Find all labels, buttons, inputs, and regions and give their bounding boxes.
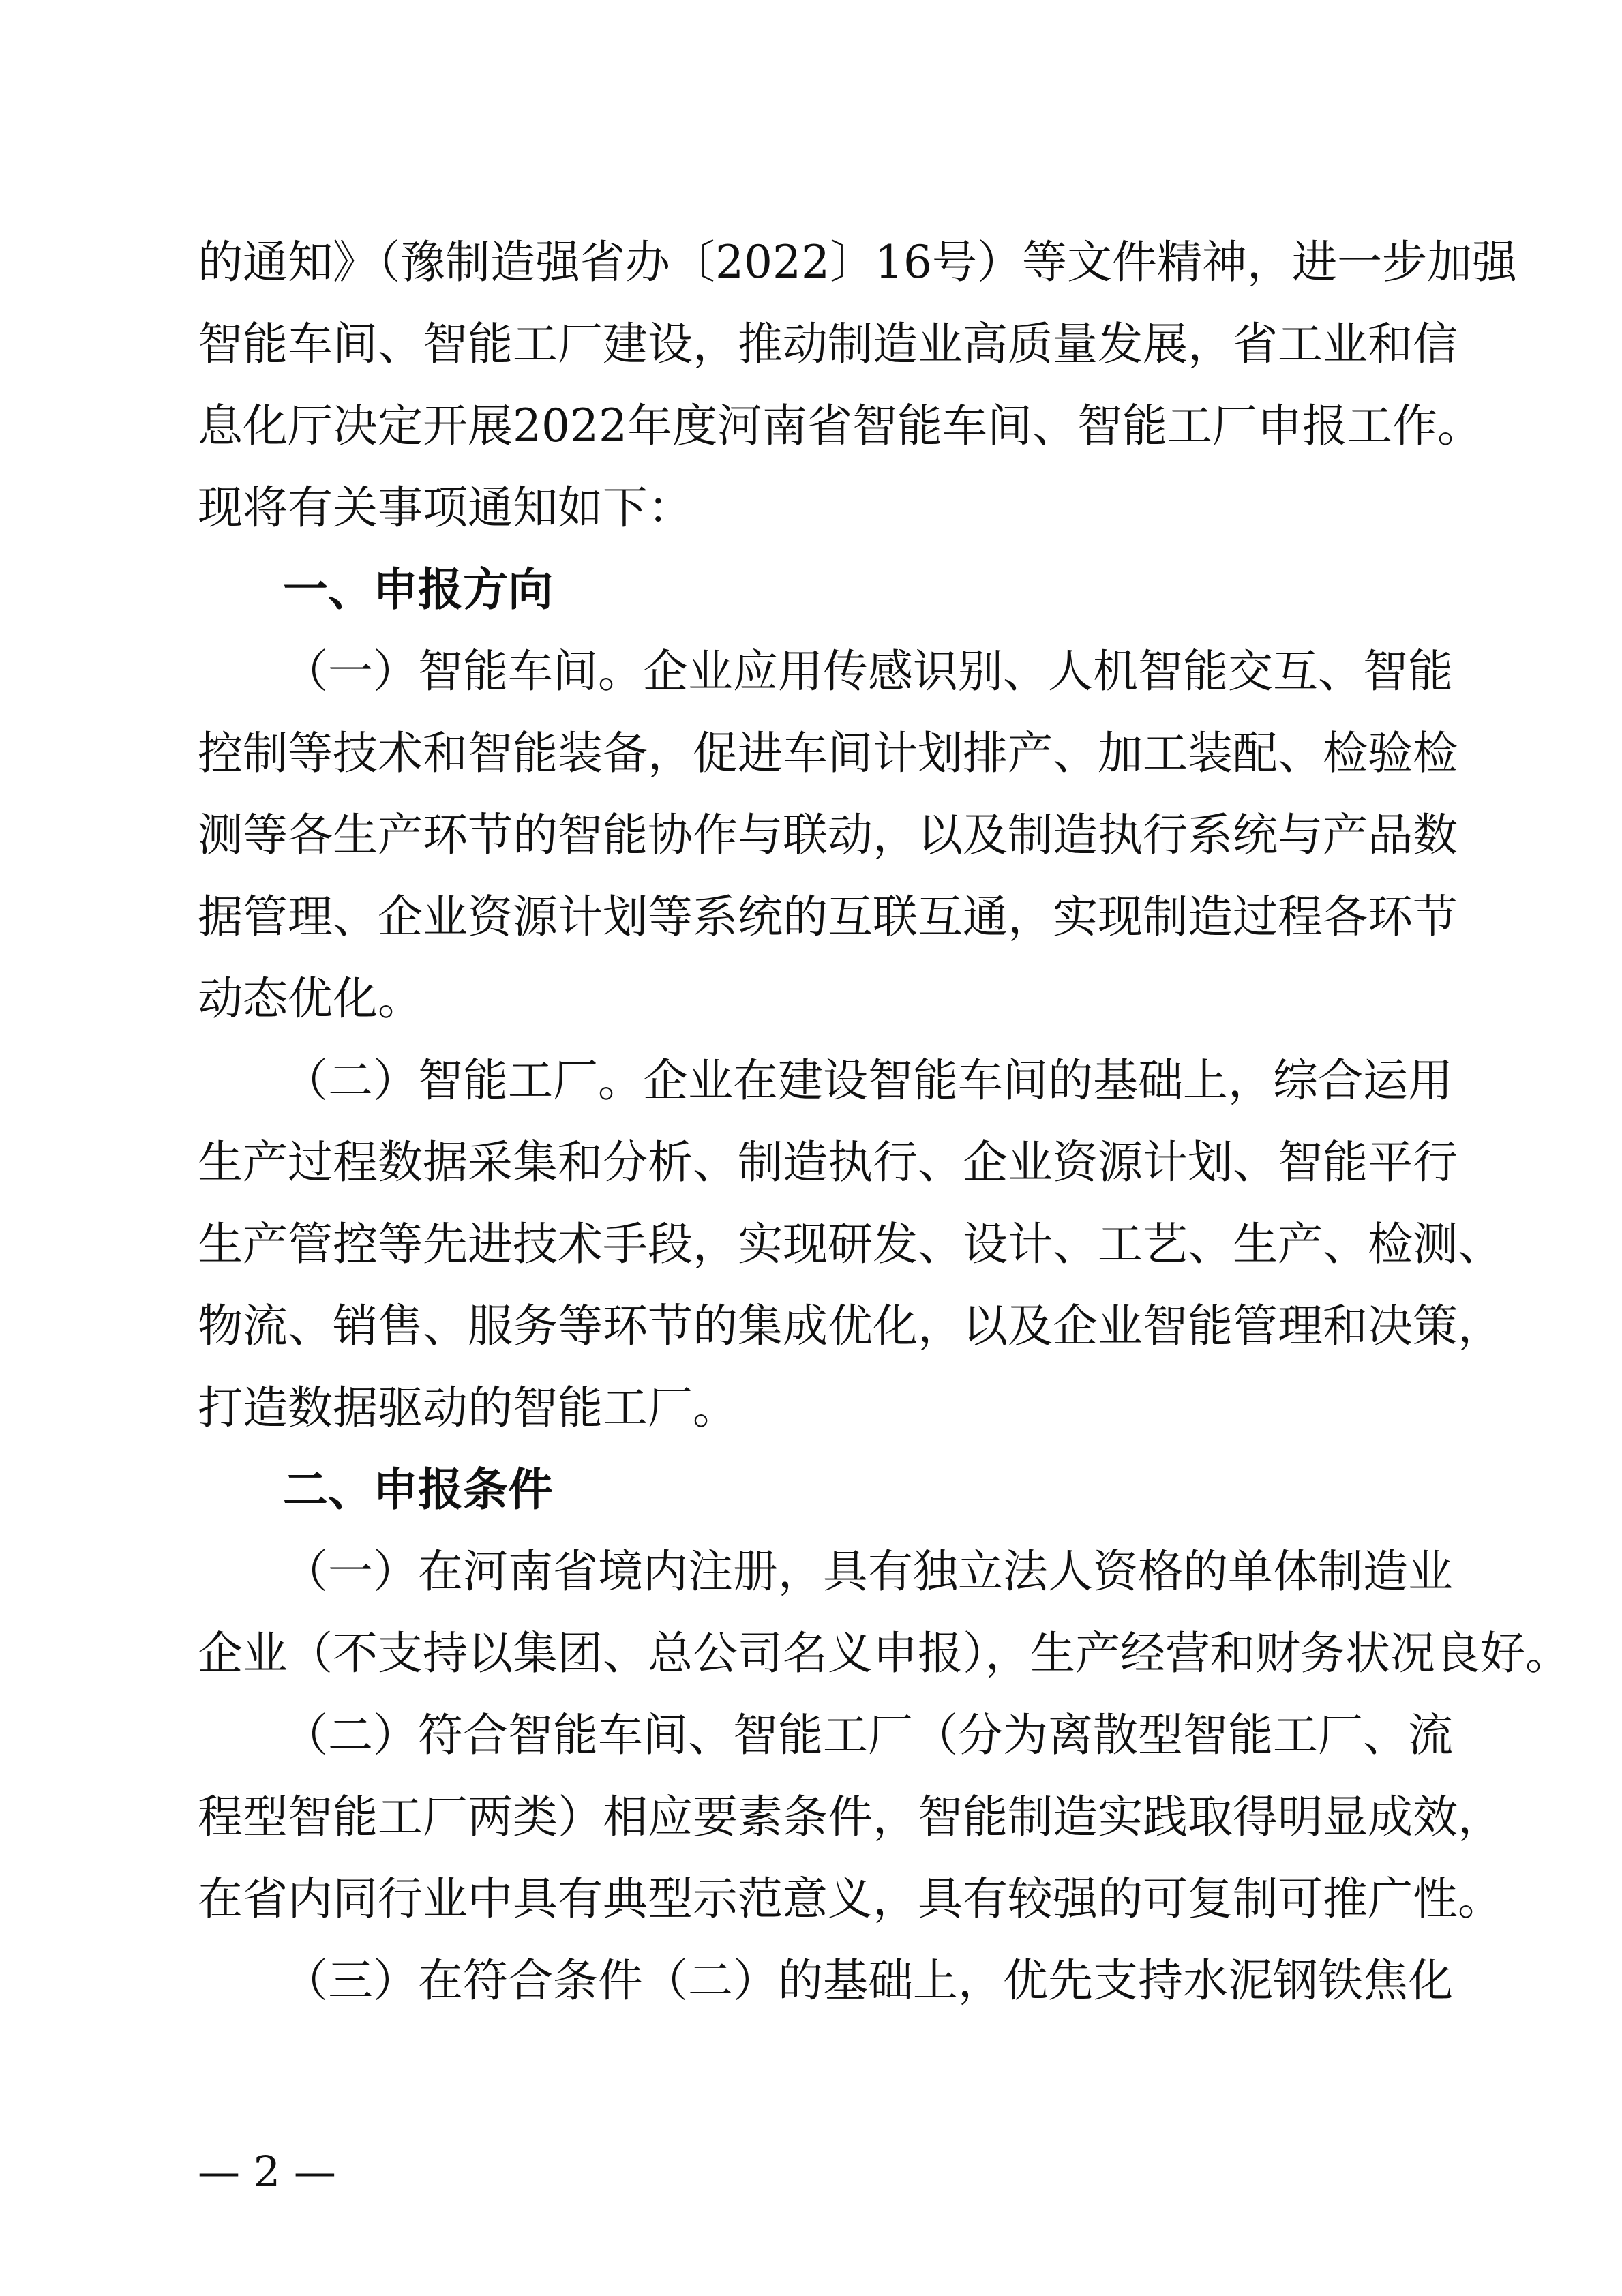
body-text-line: 在省内同行业中具有典型示范意义，具有较强的可复制可推广性。 (198, 1873, 1503, 1925)
section-heading: 二、申报条件 (283, 1463, 553, 1516)
body-text-line: 打造数据驱动的智能工厂。 (198, 1382, 738, 1434)
section-heading: 一、申报方向 (283, 563, 553, 616)
paragraph-start-line: （一）智能车间。企业应用传感识别、人机智能交互、智能 (283, 645, 1453, 698)
body-text-line: 现将有关事项通知如下： (198, 481, 693, 534)
body-text-line: 的通知》（豫制造强省办〔2022〕16号）等文件精神，进一步加强 (198, 236, 1517, 288)
body-text-line: 息化厅决定开展2022年度河南省智能车间、智能工厂申报工作。 (198, 400, 1482, 452)
body-text-line: 动态优化。 (198, 972, 423, 1025)
body-text-line: 企业（不支持以集团、总公司名义申报），生产经营和财务状况良好。 (198, 1627, 1570, 1680)
body-text-line: 生产过程数据采集和分析、制造执行、企业资源计划、智能平行 (198, 1136, 1458, 1189)
paragraph-start-line: （一）在河南省境内注册，具有独立法人资格的单体制造业 (283, 1545, 1453, 1598)
body-text-line: 程型智能工厂两类）相应要素条件，智能制造实践取得明显成效， (198, 1791, 1503, 1843)
body-text-line: 据管理、企业资源计划等系统的互联互通，实现制造过程各环节 (198, 891, 1458, 943)
body-text-line: 控制等技术和智能装备，促进车间计划排产、加工装配、检验检 (198, 727, 1458, 779)
page-number: — 2 — (198, 2147, 336, 2196)
body-text-line: 物流、销售、服务等环节的集成优化，以及企业智能管理和决策， (198, 1300, 1503, 1352)
body-text-line: 智能车间、智能工厂建设，推动制造业高质量发展，省工业和信 (198, 318, 1458, 370)
body-text-line: 测等各生产环节的智能协作与联动，以及制造执行系统与产品数 (198, 809, 1458, 861)
paragraph-start-line: （二）符合智能车间、智能工厂（分为离散型智能工厂、流 (283, 1709, 1453, 1761)
body-text-line: 生产管控等先进技术手段，实现研发、设计、工艺、生产、检测、 (198, 1218, 1503, 1270)
paragraph-start-line: （二）智能工厂。企业在建设智能车间的基础上，综合运用 (283, 1054, 1453, 1107)
paragraph-start-line: （三）在符合条件（二）的基础上，优先支持水泥钢铁焦化 (283, 1954, 1453, 2007)
